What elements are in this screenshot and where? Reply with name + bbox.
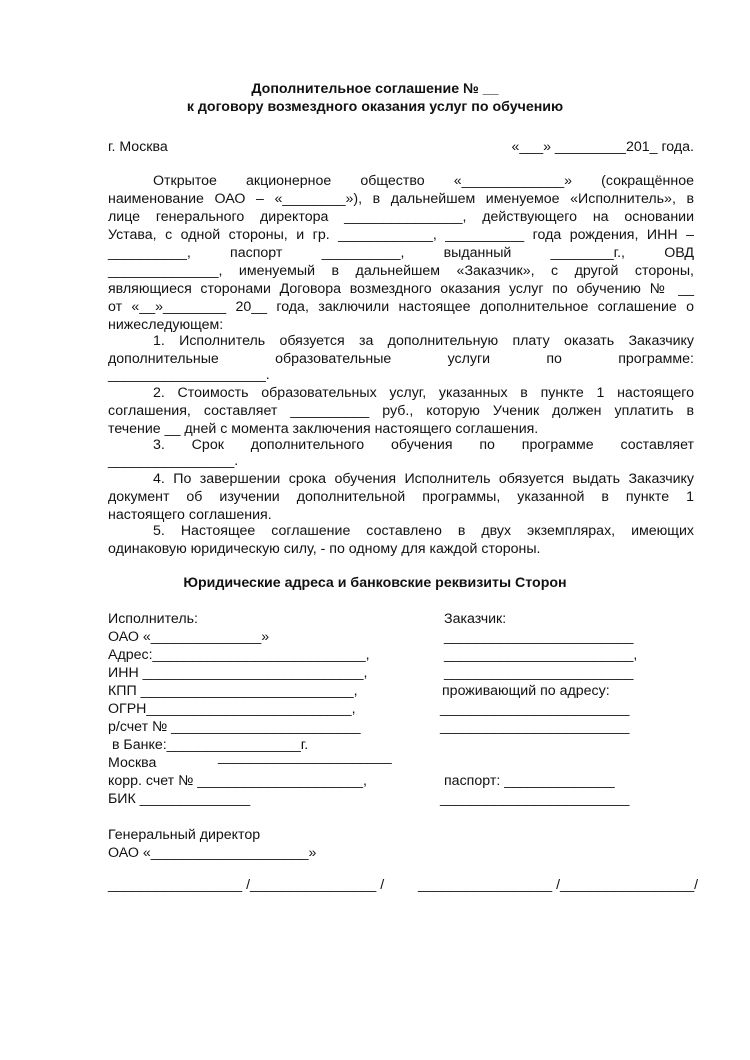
body-line: одинаковую юридическую силу, - по одному для каждой стороны. <box>108 541 541 557</box>
customer-line: ________________________ <box>440 791 630 807</box>
body-line: Устава, с одной стороны, и гр. ____________, __________ года рождения, ИНН – <box>108 227 694 243</box>
body-line: __________, паспорт __________, выданный ________г., ОВД <box>108 245 694 261</box>
body-line: 3. Срок дополнительного обучения по программе составляет <box>153 437 694 453</box>
executor-address: Адрес:___________________________, <box>108 647 370 663</box>
body-line: 1. Исполнитель обязуется за дополнительную плату оказать Заказчику <box>153 333 694 349</box>
signature-right: _________________ /_________________/ <box>418 877 699 893</box>
body-line: течение __ дней с момента заключения настоящего соглашения. <box>108 421 539 437</box>
executor-inn: ИНН ____________________________, <box>108 665 368 681</box>
executor-kpp: КПП ___________________________, <box>108 683 358 699</box>
customer-line: ________________________ <box>440 701 630 717</box>
body-line: дополнительные образовательные услуги по программе: <box>108 351 694 367</box>
executor-bik: БИК ______________ <box>108 791 251 807</box>
customer-passport: паспорт: ______________ <box>444 773 615 789</box>
executor-ogrn: ОГРН__________________________, <box>108 701 356 717</box>
document-title: Дополнительное соглашение № __ <box>251 81 499 97</box>
body-line: являющиеся сторонами Договора возмездного оказания услуг по обучению № __ <box>108 281 694 297</box>
customer-address-label: проживающий по адресу: <box>442 683 610 699</box>
customer-line: ________________________, <box>444 647 638 663</box>
customer-line: ________________________ <box>444 629 634 645</box>
body-line: ____________________. <box>108 367 270 383</box>
executor-org: ОАО «______________» <box>108 629 270 645</box>
executor-city: Москва <box>108 755 157 771</box>
executor-label: Исполнитель: <box>108 611 198 627</box>
customer-line: ________________________ <box>440 719 630 735</box>
date: «___» _________201_ года. <box>511 139 694 155</box>
customer-label: Заказчик: <box>444 611 507 627</box>
signature-left: _________________ /________________ / <box>108 877 385 893</box>
executor-account: р/счет № ________________________ <box>108 719 361 735</box>
requisites-title: Юридические адреса и банковские реквизиты Сторон <box>183 575 567 591</box>
city: г. Москва <box>108 139 168 155</box>
body-line: наименование ОАО – «________»), в дальнейшем именуемое «Исполнитель», в <box>108 191 694 207</box>
director-title: Генеральный директор <box>108 827 261 843</box>
body-line: ________________. <box>108 453 239 469</box>
body-line: настоящего соглашения. <box>108 507 272 523</box>
executor-city-line: ______________________ <box>218 749 392 765</box>
body-line: документ об изучении дополнительной программы, указанной в пункте 1 <box>108 489 694 505</box>
executor-bank: в Банке:_________________г. <box>108 737 309 753</box>
body-line: ______________, именуемый в дальнейшем «Заказчик», с другой стороны, <box>108 263 694 279</box>
body-line: лице генерального директора _______________, действующего на основании <box>108 209 694 225</box>
director-org: ОАО «____________________» <box>108 845 317 861</box>
executor-corr-account: корр. счет № _____________________, <box>108 773 367 789</box>
document-subtitle: к договору возмездного оказания услуг по обучению <box>186 99 564 115</box>
body-line: нижеследующем: <box>108 317 224 333</box>
customer-line: ________________________ <box>444 665 634 681</box>
body-line: Открытое акционерное общество «_____________» (сокращённое <box>153 173 694 189</box>
body-line: 5. Настоящее соглашение составлено в двух экземплярах, имеющих <box>153 523 694 539</box>
body-line: соглашения, составляет __________ руб., которую Ученик должен уплатить в <box>108 403 694 419</box>
body-line: от «__»________ 20__ года, заключили настоящее дополнительное соглашение о <box>108 299 694 315</box>
body-line: 2. Стоимость образовательных услуг, указанных в пункте 1 настоящего <box>153 385 694 401</box>
body-line: 4. По завершении срока обучения Исполнитель обязуется выдать Заказчику <box>153 471 694 487</box>
